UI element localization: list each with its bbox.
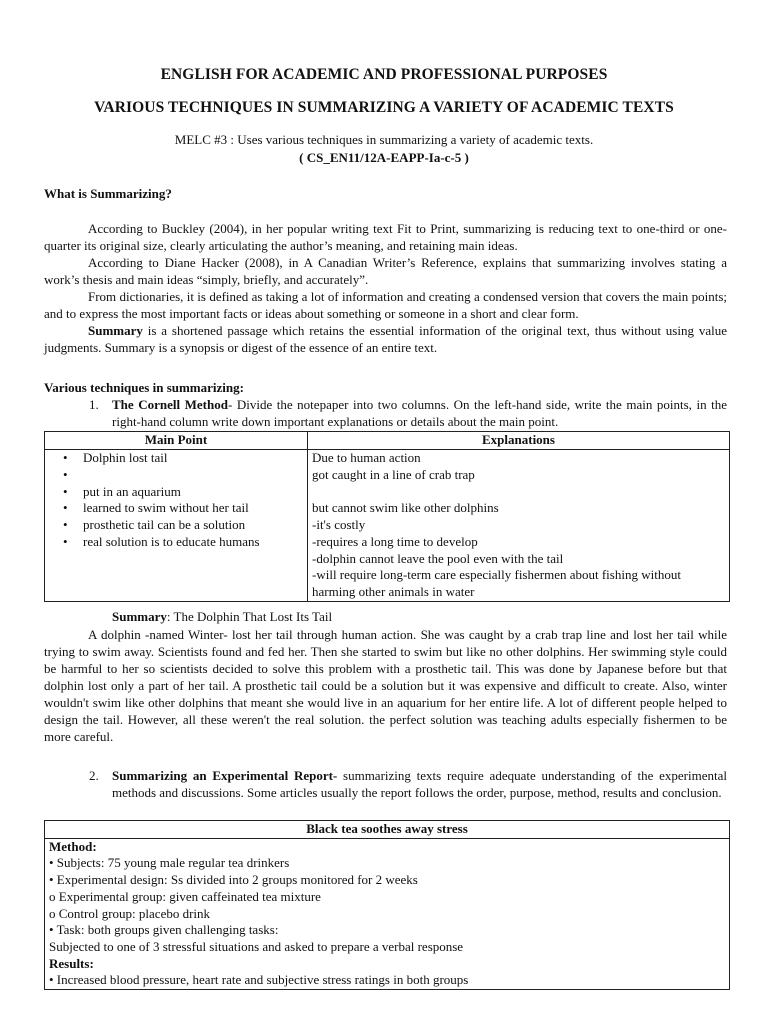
main-point-item: • prosthetic tail can be a solution: [63, 517, 303, 534]
section-heading-summarizing: What is Summarizing?: [44, 186, 172, 201]
lesson-title: VARIOUS TECHNIQUES IN SUMMARIZING A VARIETY OF ACADEMIC TEXTS: [94, 99, 674, 116]
experiment-body: [45, 838, 730, 989]
explanation-line: -dolphin cannot leave the pool even with the tail: [312, 550, 564, 566]
results-line: • Increased blood pressure, heart rate and subjective stress ratings in both groups: [49, 972, 469, 988]
melc-line: MELC #3 : Uses various techniques in summarizing a variety of academic texts.: [174, 132, 594, 147]
results-label: Results:: [49, 955, 94, 971]
summary-title-text: : The Dolphin That Lost Its Tail: [166, 609, 333, 624]
summary-text: A dolphin -named Winter- lost her tail through human action. She was caught by a crab trap line and lost her tail while trying to swim away. Scientists found and fed her. Then she started to swim but like no other dolphins. Her swimming style could be harmful to her so scientists decided to solve this problem with a prosthetic tail. This was done by Japanese before but that dolphin lost only a part of her tail. A prosthetic tail could be a solution but it was expensive and difficult to create. Also, winter wouldn't swim like other dolphins that meant she would live in an aquarium for her entire life. A lot of different people helped to design the tail. However, all these weren't the real solution. the perfect solution was teaching adults especially fishermen to be more careful.: [44, 627, 727, 744]
experiment-table: [44, 820, 730, 990]
paragraph-dictionaries: From dictionaries, it is defined as taking a lot of information and creating a condensed version that covers the main points; and to express the most important facts or ideas about something or someone in a short and clear form.: [44, 289, 727, 321]
cornell-table: [44, 431, 730, 602]
explanation-spacer: [312, 483, 725, 500]
experimental-report-text: summarizing texts require adequate understanding of the experimental methods and discussions. Some articles usually the report follows the order, purpose, method, results and conclusion.: [112, 768, 727, 800]
experimental-report-label: Summarizing an Experimental Report-: [112, 768, 338, 783]
method-line: o Experimental group: given caffeinated tea mixture: [49, 888, 321, 904]
main-point-item: • real solution is to educate humans: [63, 534, 303, 551]
col-header-main-point: Main Point: [45, 432, 308, 450]
method-line: • Experimental design: Ss divided into 2 groups monitored for 2 weeks: [49, 872, 418, 888]
main-points-cell: [45, 450, 308, 602]
summary-term: Summary: [88, 323, 143, 338]
intro-paragraphs: [44, 220, 727, 356]
explanation-line: -requires a long time to develop: [312, 533, 478, 549]
main-point-spacer: [63, 467, 303, 484]
summary-def-text: is a shortened passage which retains the essential information of the original text, thus without using value judgments. Summary is a synopsis or digest of the essence of an entire text.: [44, 323, 727, 355]
col-header-explanations: Explanations: [308, 432, 730, 450]
experiment-title: Black tea soothes away stress: [45, 821, 730, 839]
explanation-line: but cannot swim like other dolphins: [312, 500, 499, 516]
cornell-method-item: [112, 396, 727, 430]
method-line: o Control group: placebo drink: [49, 905, 211, 921]
explanations-cell: [308, 450, 730, 602]
explanation-line: -it's costly: [312, 517, 366, 533]
list-number-1: 1.: [89, 397, 99, 412]
paragraph-summary-def: [44, 322, 727, 356]
experimental-report-item: [112, 767, 727, 801]
cornell-method-label: The Cornell Method: [112, 397, 228, 412]
explanation-line: -will require long-term care especially fishermen about fishing without harming other animals in water: [312, 567, 681, 599]
explanation-line: got caught in a line of crab trap: [312, 466, 475, 482]
method-label: Method:: [49, 838, 97, 854]
main-point-item: • learned to swim without her tail: [63, 500, 303, 517]
main-point-item: • Dolphin lost tail: [63, 450, 303, 467]
paragraph-hacker: According to Diane Hacker (2008), in A Canadian Writer’s Reference, explains that summarizing involves stating a work’s thesis and main ideas “simply, briefly, and accurately”.: [44, 255, 727, 287]
paragraph-buckley: According to Buckley (2004), in her popular writing text Fit to Print, summarizing is reducing text to one-third or one-quarter its original size, clearly articulating the author’s meaning, and retaining main ideas.: [44, 221, 727, 253]
section-heading-techniques: Various techniques in summarizing:: [44, 380, 244, 395]
summary-paragraph: [44, 626, 727, 745]
explanation-line: Due to human action: [312, 450, 421, 465]
list-number-2: 2.: [89, 768, 99, 783]
method-line: Subjected to one of 3 stressful situations and asked to prepare a verbal response: [49, 938, 464, 954]
main-point-item: • put in an aquarium: [63, 484, 303, 501]
method-line: • Task: both groups given challenging tasks:: [49, 922, 279, 938]
summary-label: Summary: [112, 609, 167, 624]
course-title: ENGLISH FOR ACADEMIC AND PROFESSIONAL PURPOSES: [160, 66, 608, 83]
cornell-method-text: - Divide the notepaper into two columns. On the left-hand side, write the main points, in the right-hand column write down important explanations or details about the main point.: [112, 397, 727, 429]
method-line: • Subjects: 75 young male regular tea drinkers: [49, 855, 290, 871]
melc-code: ( CS_EN11/12A-EAPP-Ia-c-5 ): [299, 150, 469, 165]
summary-title: [112, 608, 332, 625]
